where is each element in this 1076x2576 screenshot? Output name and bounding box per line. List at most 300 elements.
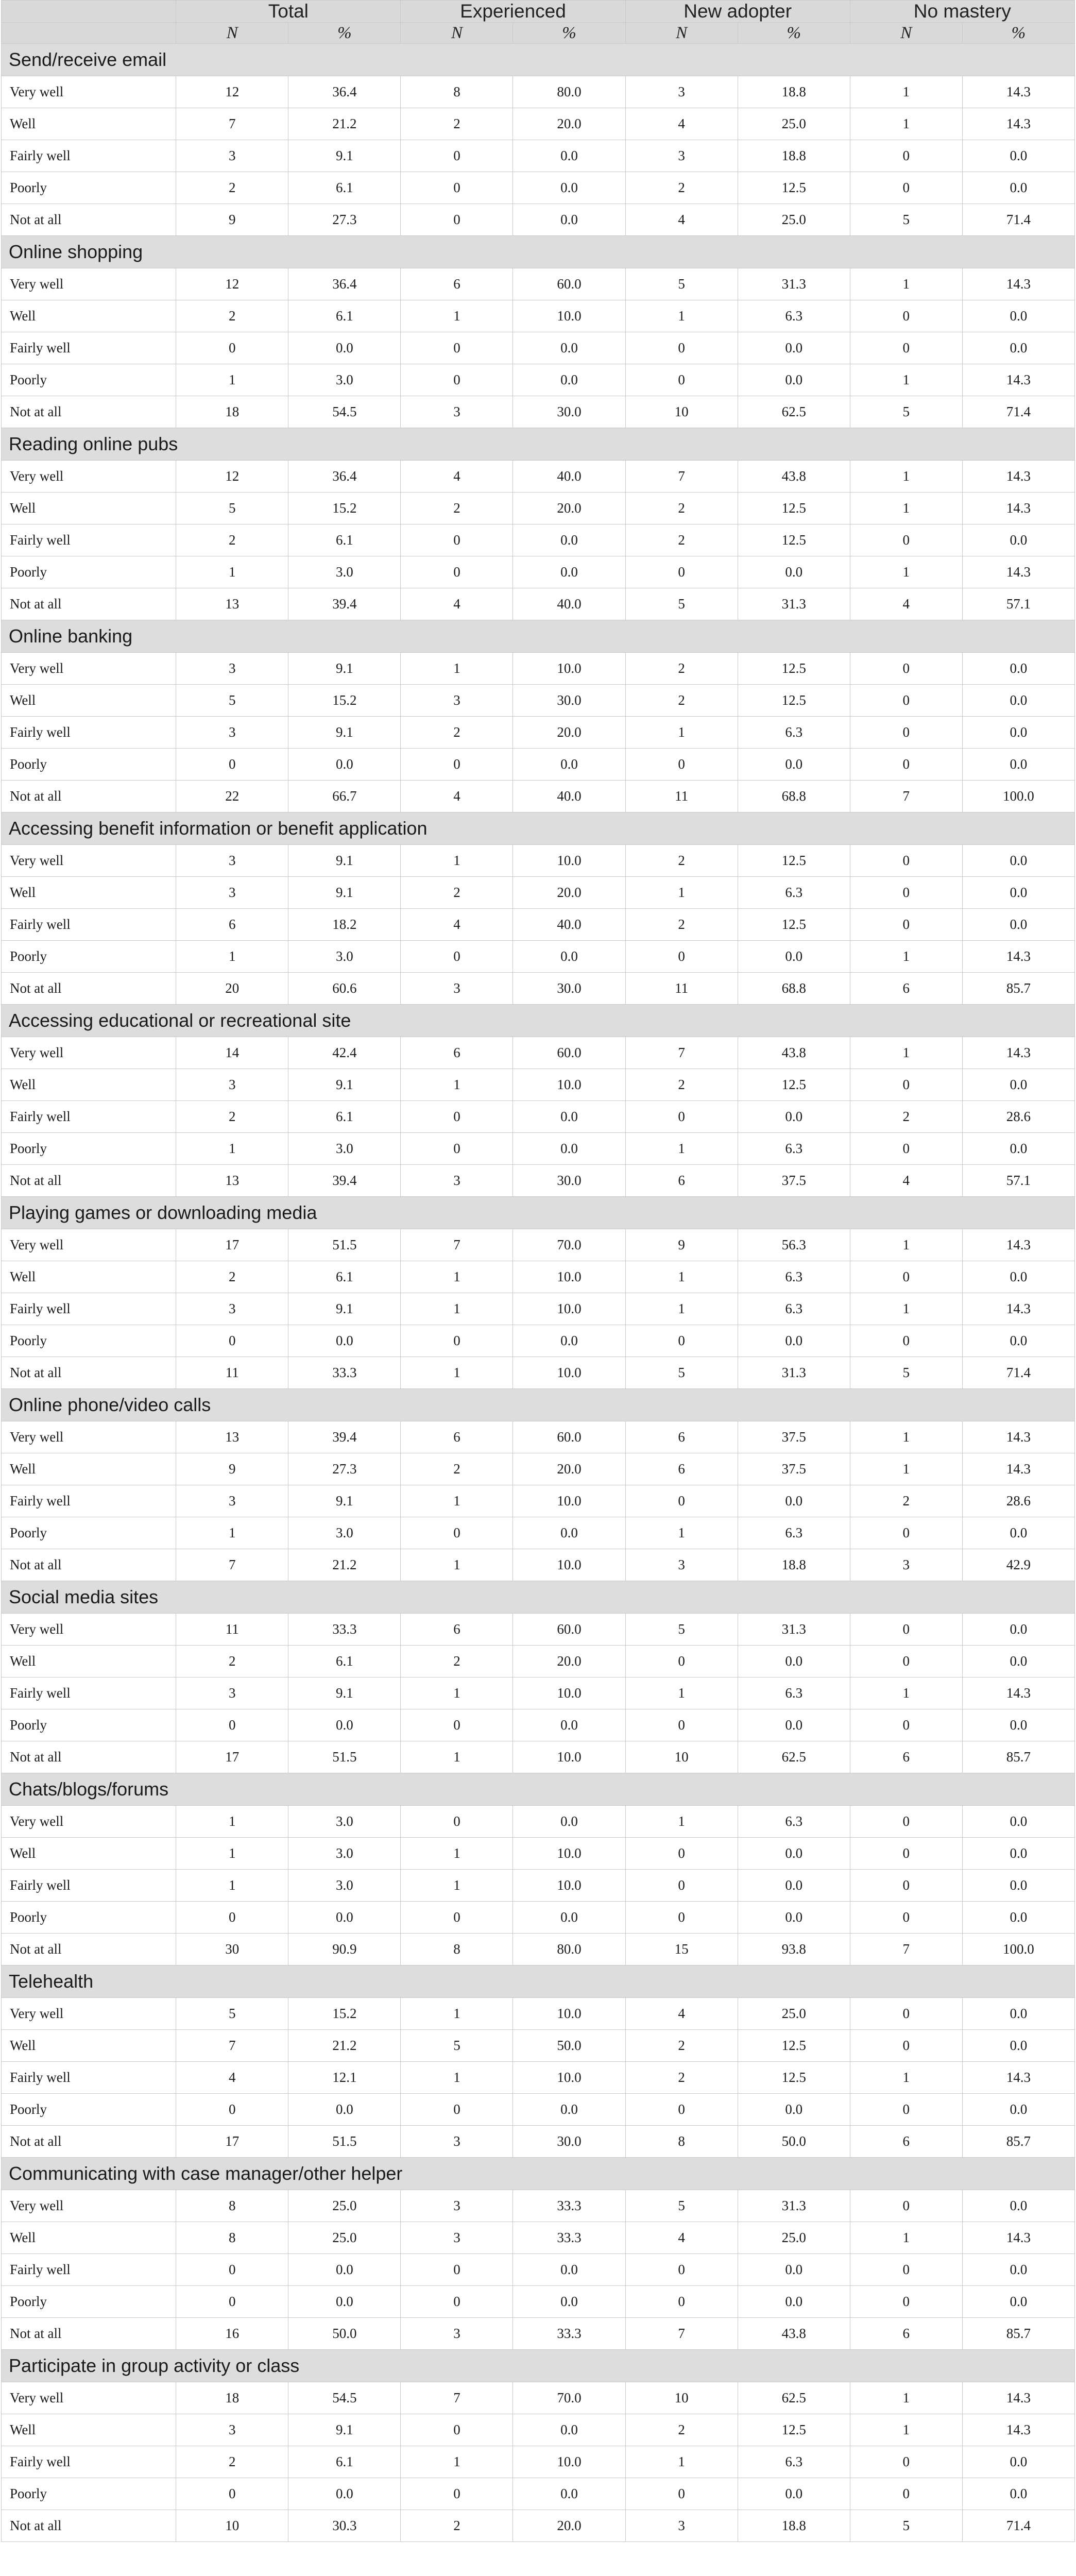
row-label-cell: Very well — [2, 2382, 176, 2414]
new-adopter-pct-cell: 12.5 — [738, 845, 850, 877]
new-adopter-n-cell: 1 — [625, 1806, 738, 1838]
new-adopter-n-cell: 3 — [625, 2510, 738, 2542]
no-mastery-pct-cell: 0.0 — [962, 1325, 1074, 1357]
row-label-cell: Very well — [2, 76, 176, 108]
experienced-n-cell: 8 — [401, 1934, 513, 1965]
table-row — [2, 1037, 1075, 1069]
total-pct-cell: 9.1 — [288, 717, 401, 749]
new-adopter-pct-cell: 31.3 — [738, 588, 850, 620]
total-n-cell: 12 — [176, 76, 288, 108]
section-header-row — [2, 1581, 1075, 1614]
total-n-cell: 3 — [176, 1485, 288, 1517]
table-row — [2, 2030, 1075, 2062]
new-adopter-n-cell: 4 — [625, 204, 738, 236]
new-adopter-pct-cell: 50.0 — [738, 2126, 850, 2158]
experienced-pct-cell: 20.0 — [513, 1453, 625, 1485]
new-adopter-pct-cell: 6.3 — [738, 300, 850, 332]
table-row — [2, 332, 1075, 364]
total-n-cell: 3 — [176, 1069, 288, 1101]
row-label-cell: Well — [2, 685, 176, 717]
section-header-row — [2, 236, 1075, 268]
header-no-mastery: No mastery — [850, 1, 1074, 23]
section-header-row — [2, 812, 1075, 845]
experienced-n-cell: 4 — [401, 588, 513, 620]
no-mastery-n-cell: 6 — [850, 1741, 962, 1773]
total-n-cell: 11 — [176, 1614, 288, 1646]
section-header-row — [2, 620, 1075, 653]
total-n-cell: 3 — [176, 717, 288, 749]
no-mastery-n-cell: 0 — [850, 524, 962, 556]
no-mastery-n-cell: 0 — [850, 877, 962, 909]
total-pct-cell: 36.4 — [288, 268, 401, 300]
new-adopter-n-cell: 1 — [625, 1677, 738, 1709]
section-header-row — [2, 1389, 1075, 1421]
table-row — [2, 1229, 1075, 1261]
experienced-pct-cell: 10.0 — [513, 2446, 625, 2478]
no-mastery-pct-cell: 0.0 — [962, 877, 1074, 909]
new-adopter-n-cell: 7 — [625, 2318, 738, 2350]
section-title: Communicating with case manager/other helper — [2, 2158, 1075, 2190]
new-adopter-pct-cell: 0.0 — [738, 332, 850, 364]
no-mastery-pct-cell: 0.0 — [962, 1709, 1074, 1741]
row-label-cell: Not at all — [2, 396, 176, 428]
new-adopter-pct-cell: 12.5 — [738, 2414, 850, 2446]
experienced-n-cell: 0 — [401, 1325, 513, 1357]
total-n-cell: 8 — [176, 2222, 288, 2254]
new-adopter-pct-cell: 62.5 — [738, 2382, 850, 2414]
total-n-cell: 0 — [176, 1902, 288, 1934]
total-pct-cell: 39.4 — [288, 588, 401, 620]
new-adopter-n-cell: 2 — [625, 493, 738, 524]
experienced-pct-cell: 10.0 — [513, 1998, 625, 2030]
row-label-cell: Well — [2, 1069, 176, 1101]
experienced-pct-cell: 40.0 — [513, 461, 625, 493]
experienced-n-cell: 3 — [401, 396, 513, 428]
row-label-cell: Very well — [2, 1998, 176, 2030]
no-mastery-n-cell: 0 — [850, 653, 962, 685]
row-label-cell: Not at all — [2, 781, 176, 812]
experienced-pct-cell: 50.0 — [513, 2030, 625, 2062]
total-pct-cell: 30.3 — [288, 2510, 401, 2542]
no-mastery-pct-cell: 14.3 — [962, 461, 1074, 493]
table-row — [2, 2062, 1075, 2094]
no-mastery-n-cell: 0 — [850, 332, 962, 364]
total-n-cell: 0 — [176, 2094, 288, 2126]
table-container — [1, 0, 1075, 2542]
experienced-n-cell: 2 — [401, 493, 513, 524]
new-adopter-pct-cell: 68.8 — [738, 781, 850, 812]
total-n-cell: 1 — [176, 364, 288, 396]
row-label-cell: Well — [2, 2222, 176, 2254]
experienced-pct-cell: 33.3 — [513, 2222, 625, 2254]
total-n-cell: 18 — [176, 2382, 288, 2414]
no-mastery-n-cell: 0 — [850, 1870, 962, 1902]
table-row — [2, 108, 1075, 140]
new-adopter-n-cell: 6 — [625, 1165, 738, 1197]
new-adopter-pct-cell: 31.3 — [738, 2190, 850, 2222]
new-adopter-pct-cell: 0.0 — [738, 1870, 850, 1902]
new-adopter-pct-cell: 0.0 — [738, 2478, 850, 2510]
new-adopter-pct-cell: 25.0 — [738, 1998, 850, 2030]
section-title: Accessing educational or recreational site — [2, 1005, 1075, 1037]
experienced-n-cell: 0 — [401, 332, 513, 364]
new-adopter-n-cell: 2 — [625, 524, 738, 556]
row-label-cell: Very well — [2, 2190, 176, 2222]
experienced-n-cell: 6 — [401, 268, 513, 300]
row-label-cell: Not at all — [2, 588, 176, 620]
table-row — [2, 172, 1075, 204]
total-pct-cell: 3.0 — [288, 1870, 401, 1902]
no-mastery-n-cell: 0 — [850, 1709, 962, 1741]
total-pct-cell: 6.1 — [288, 2446, 401, 2478]
total-n-cell: 2 — [176, 524, 288, 556]
total-n-cell: 3 — [176, 845, 288, 877]
no-mastery-n-cell: 0 — [850, 2190, 962, 2222]
new-adopter-pct-cell: 25.0 — [738, 2222, 850, 2254]
experienced-n-cell: 7 — [401, 1229, 513, 1261]
new-adopter-pct-cell: 0.0 — [738, 749, 850, 781]
total-pct-cell: 0.0 — [288, 1902, 401, 1934]
new-adopter-pct-cell: 31.3 — [738, 1357, 850, 1389]
no-mastery-n-cell: 5 — [850, 396, 962, 428]
new-adopter-pct-cell: 0.0 — [738, 364, 850, 396]
no-mastery-pct-cell: 0.0 — [962, 1133, 1074, 1165]
experienced-pct-cell: 0.0 — [513, 204, 625, 236]
row-label-cell: Poorly — [2, 364, 176, 396]
experienced-pct-cell: 0.0 — [513, 1902, 625, 1934]
table-row — [2, 1165, 1075, 1197]
total-n-cell: 13 — [176, 1421, 288, 1453]
total-n-cell: 1 — [176, 1133, 288, 1165]
row-label-cell: Fairly well — [2, 717, 176, 749]
row-label-cell: Fairly well — [2, 1677, 176, 1709]
no-mastery-n-cell: 6 — [850, 2318, 962, 2350]
row-label-cell: Well — [2, 300, 176, 332]
total-pct-cell: 3.0 — [288, 1838, 401, 1870]
row-label-cell: Fairly well — [2, 2446, 176, 2478]
new-adopter-pct-cell: 31.3 — [738, 268, 850, 300]
no-mastery-n-cell: 1 — [850, 76, 962, 108]
total-n-cell: 0 — [176, 1325, 288, 1357]
no-mastery-pct-cell: 0.0 — [962, 749, 1074, 781]
experienced-n-cell: 8 — [401, 76, 513, 108]
total-pct-cell: 15.2 — [288, 1998, 401, 2030]
no-mastery-n-cell: 0 — [850, 1838, 962, 1870]
table-row — [2, 1421, 1075, 1453]
experienced-n-cell: 1 — [401, 1357, 513, 1389]
no-mastery-pct-cell: 57.1 — [962, 1165, 1074, 1197]
experienced-pct-cell: 10.0 — [513, 1677, 625, 1709]
new-adopter-pct-cell: 0.0 — [738, 1709, 850, 1741]
total-n-cell: 5 — [176, 685, 288, 717]
experienced-pct-cell: 0.0 — [513, 1806, 625, 1838]
total-pct-cell: 0.0 — [288, 2094, 401, 2126]
total-pct-cell: 0.0 — [288, 1325, 401, 1357]
total-n-cell: 30 — [176, 1934, 288, 1965]
no-mastery-pct-cell: 14.3 — [962, 556, 1074, 588]
new-adopter-n-cell: 4 — [625, 108, 738, 140]
new-adopter-n-cell: 10 — [625, 396, 738, 428]
table-row — [2, 493, 1075, 524]
total-n-cell: 2 — [176, 2446, 288, 2478]
total-n-cell: 3 — [176, 653, 288, 685]
row-label-cell: Not at all — [2, 2318, 176, 2350]
no-mastery-pct-cell: 100.0 — [962, 1934, 1074, 1965]
row-label-cell: Poorly — [2, 556, 176, 588]
total-n-cell: 2 — [176, 300, 288, 332]
new-adopter-n-cell: 1 — [625, 1133, 738, 1165]
total-pct-cell: 6.1 — [288, 1261, 401, 1293]
new-adopter-n-cell: 0 — [625, 1838, 738, 1870]
total-pct-cell: 39.4 — [288, 1421, 401, 1453]
experienced-pct-cell: 0.0 — [513, 2414, 625, 2446]
experienced-n-cell: 1 — [401, 1677, 513, 1709]
no-mastery-n-cell: 1 — [850, 556, 962, 588]
table-row — [2, 268, 1075, 300]
new-adopter-pct-cell: 18.8 — [738, 140, 850, 172]
total-n-cell: 0 — [176, 2254, 288, 2286]
row-label-cell: Poorly — [2, 172, 176, 204]
experienced-n-cell: 4 — [401, 461, 513, 493]
new-adopter-n-cell: 6 — [625, 1453, 738, 1485]
no-mastery-n-cell: 0 — [850, 685, 962, 717]
new-adopter-n-cell: 2 — [625, 172, 738, 204]
new-adopter-pct-cell: 18.8 — [738, 1549, 850, 1581]
experienced-n-cell: 1 — [401, 1549, 513, 1581]
total-pct-cell: 9.1 — [288, 1485, 401, 1517]
experienced-pct-cell: 20.0 — [513, 2510, 625, 2542]
no-mastery-n-cell: 0 — [850, 1998, 962, 2030]
experienced-pct-cell: 10.0 — [513, 1293, 625, 1325]
total-n-cell: 0 — [176, 332, 288, 364]
total-n-cell: 17 — [176, 1229, 288, 1261]
new-adopter-n-cell: 2 — [625, 2414, 738, 2446]
new-adopter-n-cell: 0 — [625, 1325, 738, 1357]
experienced-pct-cell: 20.0 — [513, 1646, 625, 1677]
table-row — [2, 2446, 1075, 2478]
no-mastery-n-cell: 0 — [850, 172, 962, 204]
table-row — [2, 2318, 1075, 2350]
row-label-cell: Fairly well — [2, 524, 176, 556]
experienced-pct-cell: 0.0 — [513, 1517, 625, 1549]
total-n-cell: 4 — [176, 2062, 288, 2094]
new-adopter-pct-cell: 37.5 — [738, 1165, 850, 1197]
experienced-n-cell: 0 — [401, 2094, 513, 2126]
new-adopter-pct-cell: 12.5 — [738, 653, 850, 685]
new-adopter-pct-cell: 12.5 — [738, 685, 850, 717]
experienced-n-cell: 2 — [401, 108, 513, 140]
table-row — [2, 1998, 1075, 2030]
experienced-n-cell: 1 — [401, 300, 513, 332]
experienced-n-cell: 3 — [401, 973, 513, 1005]
experienced-pct-cell: 0.0 — [513, 2286, 625, 2318]
section-header-row — [2, 2158, 1075, 2190]
new-adopter-n-cell: 5 — [625, 2190, 738, 2222]
table-row — [2, 1101, 1075, 1133]
new-adopter-n-cell: 0 — [625, 1485, 738, 1517]
table-row — [2, 364, 1075, 396]
table-row — [2, 1549, 1075, 1581]
no-mastery-n-cell: 0 — [850, 1517, 962, 1549]
experienced-pct-cell: 33.3 — [513, 2190, 625, 2222]
table-row — [2, 685, 1075, 717]
table-row — [2, 1325, 1075, 1357]
table-row — [2, 1709, 1075, 1741]
experienced-pct-cell: 40.0 — [513, 781, 625, 812]
new-adopter-pct-cell: 0.0 — [738, 2094, 850, 2126]
no-mastery-n-cell: 1 — [850, 1293, 962, 1325]
no-mastery-n-cell: 1 — [850, 461, 962, 493]
total-pct-cell: 21.2 — [288, 108, 401, 140]
new-adopter-n-cell: 0 — [625, 1709, 738, 1741]
total-n-cell: 18 — [176, 396, 288, 428]
no-mastery-pct-cell: 85.7 — [962, 2126, 1074, 2158]
new-adopter-n-cell: 0 — [625, 2254, 738, 2286]
no-mastery-n-cell: 1 — [850, 1229, 962, 1261]
new-adopter-n-cell: 4 — [625, 1998, 738, 2030]
no-mastery-n-cell: 0 — [850, 140, 962, 172]
experienced-n-cell: 0 — [401, 2478, 513, 2510]
total-n-cell: 2 — [176, 1646, 288, 1677]
header-corner — [2, 1, 176, 23]
no-mastery-pct-cell: 14.3 — [962, 2062, 1074, 2094]
table-row — [2, 2286, 1075, 2318]
new-adopter-n-cell: 3 — [625, 1549, 738, 1581]
no-mastery-pct-cell: 42.9 — [962, 1549, 1074, 1581]
new-adopter-pct-cell: 18.8 — [738, 2510, 850, 2542]
no-mastery-pct-cell: 57.1 — [962, 588, 1074, 620]
new-adopter-pct-cell: 12.5 — [738, 2030, 850, 2062]
table-row — [2, 76, 1075, 108]
no-mastery-pct-cell: 71.4 — [962, 396, 1074, 428]
new-adopter-n-cell: 0 — [625, 332, 738, 364]
row-label-cell: Poorly — [2, 1709, 176, 1741]
new-adopter-pct-cell: 6.3 — [738, 2446, 850, 2478]
no-mastery-n-cell: 1 — [850, 268, 962, 300]
experienced-pct-cell: 20.0 — [513, 877, 625, 909]
header-new-adopter-pct: % — [738, 23, 850, 44]
table-row — [2, 461, 1075, 493]
row-label-cell: Fairly well — [2, 1870, 176, 1902]
experienced-n-cell: 4 — [401, 909, 513, 941]
no-mastery-pct-cell: 14.3 — [962, 108, 1074, 140]
total-n-cell: 9 — [176, 204, 288, 236]
no-mastery-pct-cell: 14.3 — [962, 1421, 1074, 1453]
total-n-cell: 7 — [176, 1549, 288, 1581]
total-pct-cell: 3.0 — [288, 941, 401, 973]
table-row — [2, 1902, 1075, 1934]
no-mastery-pct-cell: 85.7 — [962, 973, 1074, 1005]
experienced-n-cell: 6 — [401, 1421, 513, 1453]
new-adopter-n-cell: 11 — [625, 781, 738, 812]
table-row — [2, 877, 1075, 909]
header-experienced: Experienced — [401, 1, 625, 23]
total-n-cell: 3 — [176, 1677, 288, 1709]
total-n-cell: 0 — [176, 1709, 288, 1741]
table-row — [2, 1741, 1075, 1773]
experienced-pct-cell: 10.0 — [513, 1870, 625, 1902]
new-adopter-n-cell: 1 — [625, 1517, 738, 1549]
new-adopter-pct-cell: 0.0 — [738, 1485, 850, 1517]
experienced-pct-cell: 0.0 — [513, 749, 625, 781]
no-mastery-pct-cell: 28.6 — [962, 1101, 1074, 1133]
total-n-cell: 1 — [176, 1517, 288, 1549]
total-pct-cell: 39.4 — [288, 1165, 401, 1197]
new-adopter-n-cell: 2 — [625, 909, 738, 941]
no-mastery-pct-cell: 0.0 — [962, 1902, 1074, 1934]
total-n-cell: 9 — [176, 1453, 288, 1485]
experienced-n-cell: 3 — [401, 2222, 513, 2254]
new-adopter-n-cell: 2 — [625, 1069, 738, 1101]
experienced-n-cell: 1 — [401, 845, 513, 877]
table-row — [2, 300, 1075, 332]
experienced-pct-cell: 0.0 — [513, 2478, 625, 2510]
table-row — [2, 1133, 1075, 1165]
experienced-pct-cell: 0.0 — [513, 524, 625, 556]
experienced-n-cell: 0 — [401, 1806, 513, 1838]
no-mastery-pct-cell: 0.0 — [962, 140, 1074, 172]
new-adopter-pct-cell: 43.8 — [738, 1037, 850, 1069]
experienced-pct-cell: 0.0 — [513, 364, 625, 396]
experienced-n-cell: 1 — [401, 1261, 513, 1293]
no-mastery-pct-cell: 14.3 — [962, 1229, 1074, 1261]
row-label-cell: Fairly well — [2, 1485, 176, 1517]
no-mastery-pct-cell: 0.0 — [962, 172, 1074, 204]
experienced-pct-cell: 70.0 — [513, 2382, 625, 2414]
no-mastery-pct-cell: 0.0 — [962, 1069, 1074, 1101]
no-mastery-pct-cell: 0.0 — [962, 1261, 1074, 1293]
experienced-pct-cell: 20.0 — [513, 493, 625, 524]
no-mastery-n-cell: 1 — [850, 364, 962, 396]
experienced-n-cell: 6 — [401, 1614, 513, 1646]
new-adopter-n-cell: 0 — [625, 1870, 738, 1902]
no-mastery-pct-cell: 14.3 — [962, 2414, 1074, 2446]
experienced-n-cell: 2 — [401, 1453, 513, 1485]
experienced-n-cell: 1 — [401, 1741, 513, 1773]
no-mastery-pct-cell: 0.0 — [962, 1998, 1074, 2030]
no-mastery-n-cell: 1 — [850, 941, 962, 973]
total-n-cell: 17 — [176, 2126, 288, 2158]
total-pct-cell: 18.2 — [288, 909, 401, 941]
experienced-n-cell: 2 — [401, 877, 513, 909]
new-adopter-pct-cell: 43.8 — [738, 461, 850, 493]
total-pct-cell: 25.0 — [288, 2190, 401, 2222]
total-pct-cell: 3.0 — [288, 1517, 401, 1549]
no-mastery-n-cell: 0 — [850, 2254, 962, 2286]
table-row — [2, 204, 1075, 236]
table-row — [2, 2382, 1075, 2414]
total-pct-cell: 9.1 — [288, 653, 401, 685]
table-row — [2, 1934, 1075, 1965]
row-label-cell: Not at all — [2, 204, 176, 236]
no-mastery-n-cell: 0 — [850, 1614, 962, 1646]
experienced-n-cell: 0 — [401, 1709, 513, 1741]
table-row — [2, 1614, 1075, 1646]
total-n-cell: 5 — [176, 493, 288, 524]
table-row — [2, 1485, 1075, 1517]
total-n-cell: 2 — [176, 1261, 288, 1293]
new-adopter-n-cell: 10 — [625, 2382, 738, 2414]
row-label-cell: Well — [2, 1646, 176, 1677]
new-adopter-n-cell: 2 — [625, 2062, 738, 2094]
no-mastery-n-cell: 0 — [850, 909, 962, 941]
total-n-cell: 14 — [176, 1037, 288, 1069]
section-title: Telehealth — [2, 1965, 1075, 1998]
total-n-cell: 10 — [176, 2510, 288, 2542]
experienced-pct-cell: 0.0 — [513, 172, 625, 204]
experienced-n-cell: 0 — [401, 1902, 513, 1934]
table-row — [2, 1838, 1075, 1870]
